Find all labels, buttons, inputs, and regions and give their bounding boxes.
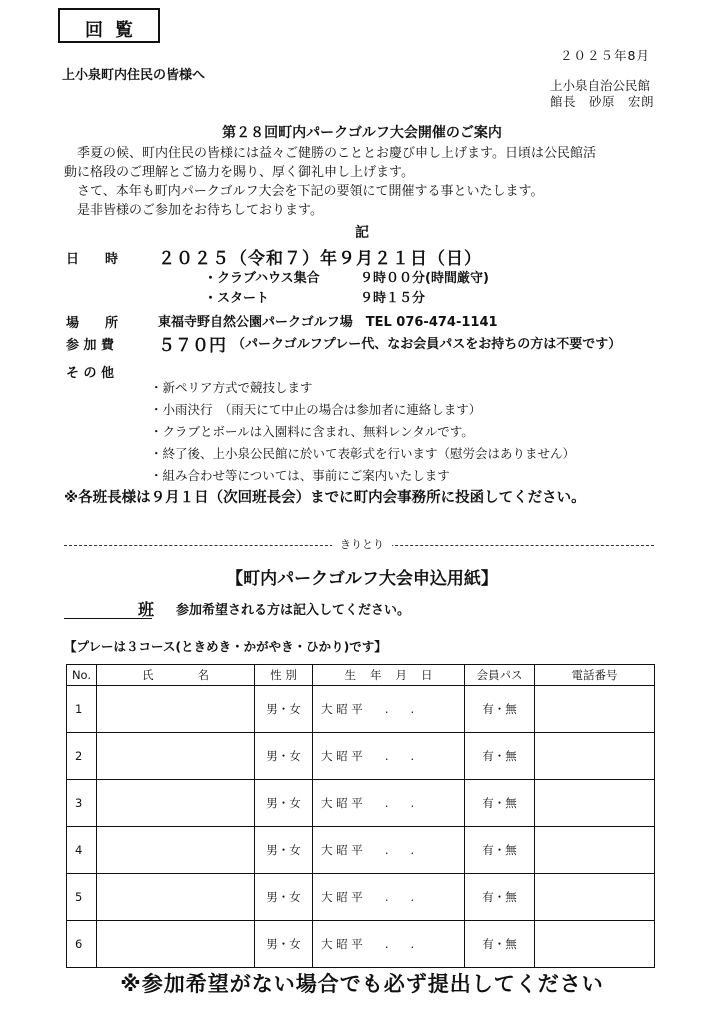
sex-cell[interactable]: 男・女 — [255, 733, 313, 780]
phone-cell[interactable] — [535, 733, 655, 780]
era-options: 大 昭 平 — [321, 937, 363, 951]
schedule-label: ・スタート — [204, 291, 270, 306]
birth-cell[interactable] — [313, 733, 465, 780]
addressee: 上小泉町内住民の皆様へ — [62, 68, 206, 83]
row-number: 1 — [67, 686, 97, 733]
era-options: 大 昭 平 — [321, 890, 363, 904]
venue-label: 場 所 — [66, 316, 119, 331]
pass-cell[interactable]: 有・無 — [465, 686, 535, 733]
ki-heading: 記 — [355, 225, 369, 241]
header-name — [97, 665, 255, 686]
birth-dots: .. — [384, 796, 437, 810]
era-options: 大 昭 平 — [321, 702, 363, 716]
phone-cell[interactable] — [535, 874, 655, 921]
chief-name: 館長 砂原 宏朗 — [550, 94, 655, 109]
era-options: 大 昭 平 — [321, 843, 363, 857]
birth-dots: .. — [384, 702, 437, 716]
name-cell[interactable] — [97, 921, 255, 968]
birth-cell[interactable] — [313, 921, 465, 968]
birth-dots: .. — [384, 937, 437, 951]
table-header-row — [67, 665, 655, 686]
cut-label-wrapper — [0, 536, 724, 552]
row-number: 4 — [67, 827, 97, 874]
schedule-time: ９時００分(時間厳守) — [360, 271, 489, 286]
row-number: 2 — [67, 733, 97, 780]
table-row — [67, 874, 655, 921]
fee-value: ５７０円 — [158, 336, 226, 356]
header-pass: 会員パス — [465, 665, 535, 686]
body-line: 是非皆様のご参加をお待ちしております。 — [64, 203, 323, 218]
table-row — [67, 733, 655, 780]
phone-cell[interactable] — [535, 921, 655, 968]
event-date: ２０２５（令和７）年９月２１日（日） — [158, 249, 482, 269]
submission-notice: ※各班長様は９月１日（次回班長会）までに町内会事務所に投函してください。 — [64, 490, 586, 506]
other-label: そ の 他 — [66, 366, 115, 381]
body-line: さて、本年も町内パークゴルフ大会を下記の要領にて開催する事といたします。 — [64, 184, 544, 199]
header-birth — [313, 665, 465, 686]
birth-cell[interactable] — [313, 827, 465, 874]
era-options: 大 昭 平 — [321, 749, 363, 763]
organization-name: 上小泉自治公民館 — [550, 78, 651, 93]
footer-notice: ※参加希望がない場合でも必ず提出してください — [120, 972, 604, 996]
body-line: 動に格段のご理解とご協力を賜り、厚く御礼申し上げます。 — [64, 165, 414, 180]
birth-cell[interactable] — [313, 780, 465, 827]
document-title: 第２８回町内パークゴルフ大会開催のご案内 — [222, 125, 502, 141]
table-row — [67, 686, 655, 733]
row-number: 6 — [67, 921, 97, 968]
body-line: 季夏の候、町内住民の皆様には益々ご健勝のこととお慶び申し上げます。日頃は公民館活 — [64, 146, 596, 161]
entry-table — [66, 664, 655, 968]
name-cell[interactable] — [97, 827, 255, 874]
table-row — [67, 921, 655, 968]
row-number: 5 — [67, 874, 97, 921]
schedule-time: ９時１５分 — [360, 291, 426, 306]
era-options: 大 昭 平 — [321, 796, 363, 810]
circulation-label: 回覧 — [85, 20, 145, 41]
other-item: ・新ペリア方式で競技します — [150, 380, 313, 395]
name-cell[interactable] — [97, 874, 255, 921]
course-note: 【プレーは３コース(ときめき・かがやき・ひかり)です】 — [64, 639, 387, 654]
sex-cell[interactable]: 男・女 — [255, 921, 313, 968]
fee-label: 参 加 費 — [66, 338, 115, 353]
birth-dots: .. — [384, 843, 437, 857]
name-cell[interactable] — [97, 686, 255, 733]
sex-cell[interactable]: 男・女 — [255, 874, 313, 921]
header-name-text: 氏名 — [142, 668, 253, 682]
header-phone: 電話番号 — [535, 665, 655, 686]
other-item: ・終了後、上小泉公民館に於いて表彰式を行います（慰労会はありません） — [150, 446, 576, 461]
han-note: 参加希望される方は記入してください。 — [176, 603, 411, 618]
table-row — [67, 827, 655, 874]
name-cell[interactable] — [97, 780, 255, 827]
row-number: 3 — [67, 780, 97, 827]
header-sex: 性 別 — [255, 665, 313, 686]
other-item: ・小雨決行 （雨天にて中止の場合は参加者に連絡します） — [150, 402, 482, 417]
fee-note: （パークゴルフプレー代、なお会員パスをお持ちの方は不要です） — [232, 337, 622, 352]
phone-cell[interactable] — [535, 827, 655, 874]
phone-cell[interactable] — [535, 686, 655, 733]
birth-cell[interactable] — [313, 874, 465, 921]
other-item: ・組み合わせ等については、事前にご案内いたします — [150, 468, 450, 483]
name-cell[interactable] — [97, 733, 255, 780]
table-row — [67, 780, 655, 827]
date-label: 日 時 — [66, 252, 119, 267]
sex-cell[interactable]: 男・女 — [255, 827, 313, 874]
pass-cell[interactable]: 有・無 — [465, 827, 535, 874]
form-title: 【町内パークゴルフ大会申込用紙】 — [226, 569, 498, 589]
venue-value: 東福寺野自然公園パークゴルフ場 TEL 076-474-1141 — [158, 315, 498, 330]
birth-dots: .. — [384, 749, 437, 763]
issue-date: ２０２５年8月 — [560, 48, 650, 63]
pass-cell[interactable]: 有・無 — [465, 780, 535, 827]
circulation-stamp — [58, 8, 160, 43]
han-label: 班 — [138, 600, 155, 619]
header-no: No. — [67, 665, 97, 686]
pass-cell[interactable]: 有・無 — [465, 921, 535, 968]
birth-cell[interactable] — [313, 686, 465, 733]
birth-dots: .. — [384, 890, 437, 904]
phone-cell[interactable] — [535, 780, 655, 827]
header-birth-text: 生年月日 — [344, 668, 447, 682]
sex-cell[interactable]: 男・女 — [255, 686, 313, 733]
pass-cell[interactable]: 有・無 — [465, 733, 535, 780]
other-item: ・クラブとボールは入園料に含まれ、無料レンタルです。 — [150, 424, 474, 439]
sex-cell[interactable]: 男・女 — [255, 780, 313, 827]
schedule-label: ・クラブハウス集合 — [204, 271, 320, 286]
pass-cell[interactable]: 有・無 — [465, 874, 535, 921]
cut-label: きりとり — [332, 538, 392, 551]
